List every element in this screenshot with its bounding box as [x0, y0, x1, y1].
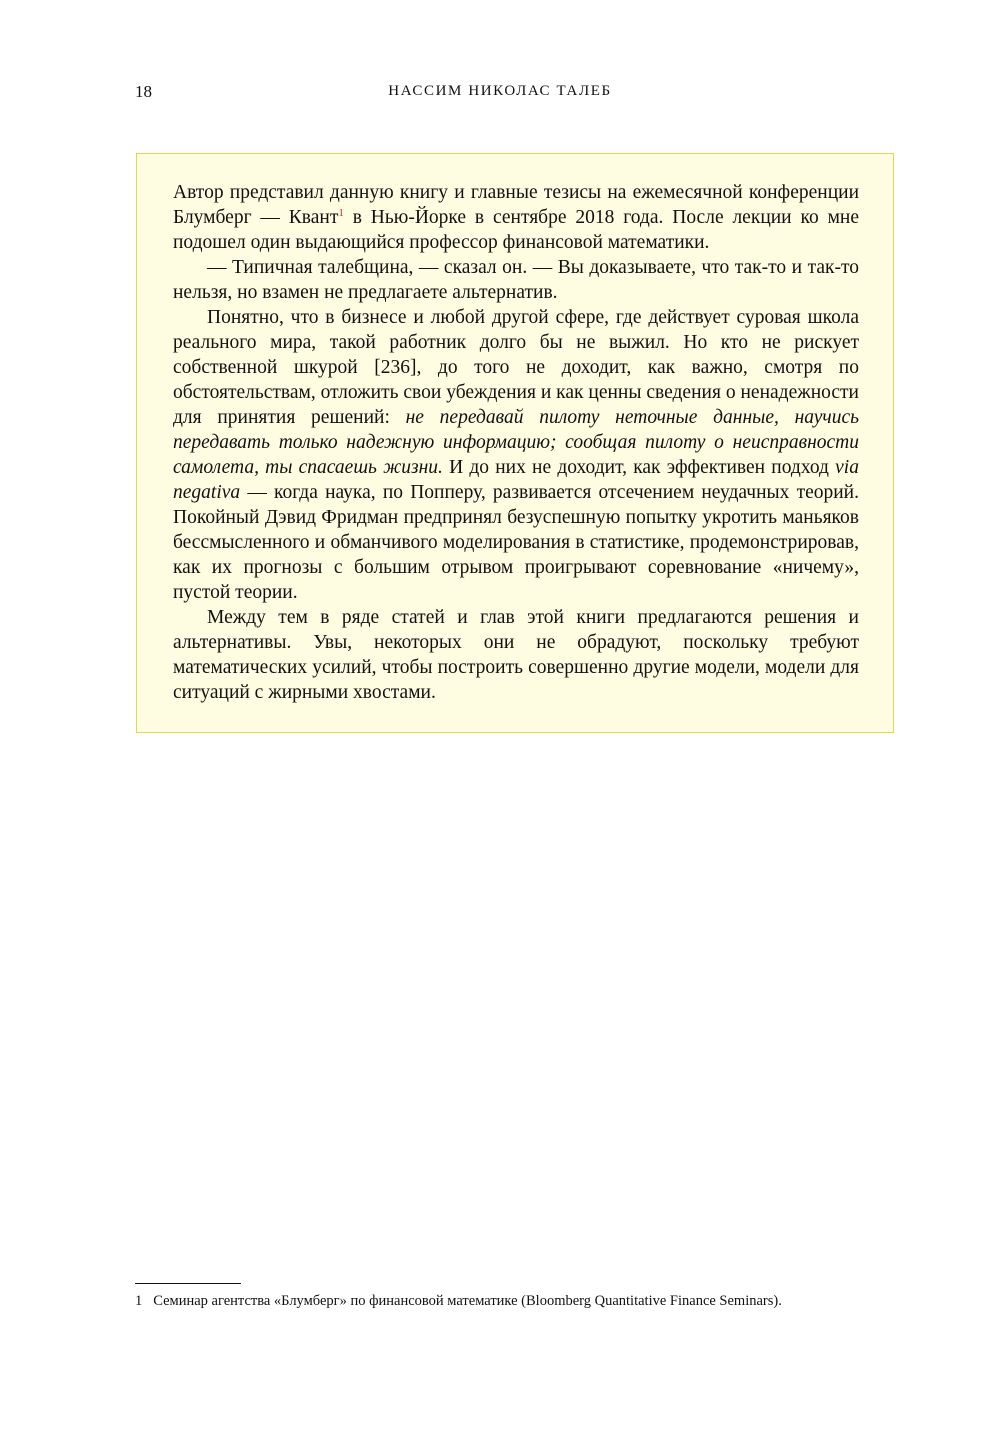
- paragraph-1-text-a: Автор представил данную книгу и главные тезисы на ежемесячной конференции Блумберг — Квант: [173, 182, 859, 228]
- footnote-divider: [135, 1283, 241, 1284]
- paragraph-3-text-c: — когда наука, по Попперу, развивается отсечением неудачных теорий. Покойный Дэвид Фридман предпринял безуспешную попытку укротить маньяков бессмысленного и обманчивого моделирования в статистике, продемонстрировав, как их прогнозы с большим отрывом проигрывают соревнование «ничему», пустой теории.: [173, 482, 859, 603]
- paragraph-1-text-b: в Нью-Йорке в сентябре 2018 года. После лекции ко мне подошел один выдающийся профессор финансовой математики.: [173, 207, 860, 253]
- paragraph-3-via-negativa: via negativa: [173, 457, 859, 503]
- page-number: 18: [135, 82, 152, 101]
- footnote-marker[interactable]: 1: [338, 207, 344, 219]
- footnote-number: 1: [135, 1293, 143, 1309]
- paragraph-3-text-a: Понятно, что в бизнесе и любой другой сфере, где действует суровая школа реального мира, такой работник долго бы не выжил. Но кто не рискует собственной шкурой [236], до того не доходит, как важно, смотря по обстоятельствам, отложить свои убеждения и как ценны сведения о ненадежности для принятия решений:: [173, 307, 859, 428]
- paragraph-1: [173, 180, 859, 255]
- paragraph-3: [173, 305, 859, 605]
- highlighted-sidebar-box: [136, 153, 894, 733]
- paragraph-4: Между тем в ряде статей и глав этой книги предлагаются решения и альтернативы. Увы, некоторых они не обрадуют, поскольку требуют математических усилий, чтобы построить совершенно другие модели, модели для ситуаций с жирными хвостами.: [173, 607, 859, 703]
- paragraph-2: — Типичная талебщина, — сказал он. — Вы доказываете, что так-то и так-то нельзя, но взамен не предлагаете альтернатив.: [173, 257, 859, 303]
- paragraph-3-italic-quote: не передавай пилоту неточные данные, научись передавать только надежную информацию; сообщая пилоту о неисправности самолета, ты спасаешь жизни.: [173, 407, 860, 478]
- footnote-text: Семинар агентства «Блумберг» по финансовой математике (Bloomberg Quantitative Finance Seminars).: [153, 1293, 782, 1309]
- running-title: НАССИМ НИКОЛАС ТАЛЕБ: [388, 83, 612, 99]
- paragraph-3-text-b: И до них не доходит, как эффективен подход: [442, 457, 836, 478]
- footnote: [135, 1293, 782, 1310]
